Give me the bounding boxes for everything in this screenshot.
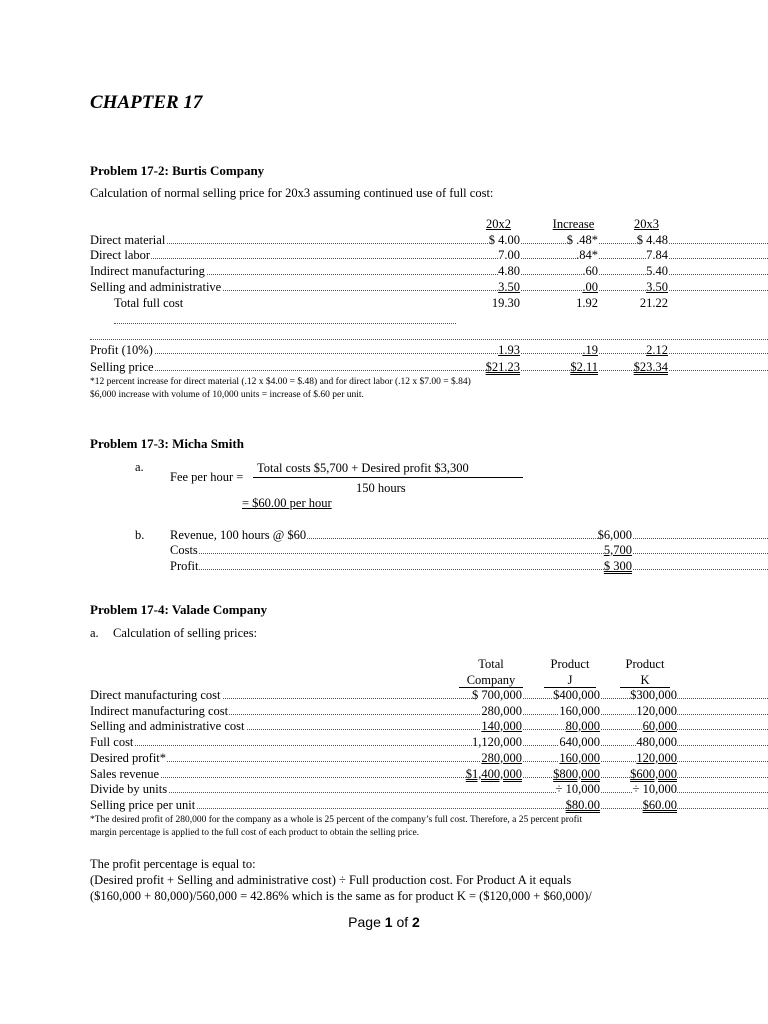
row-value: $6,000 bbox=[597, 528, 632, 542]
value-20x2: 1.93 bbox=[498, 343, 520, 357]
chapter-title: CHAPTER 17 bbox=[90, 92, 203, 113]
p2-header-increase: Increase bbox=[552, 217, 595, 231]
value-20x2: 3.50 bbox=[498, 280, 520, 294]
value-20x2: 7.00 bbox=[498, 248, 520, 262]
problem-17-2-intro: Calculation of normal selling price for 20x3 assuming continued use of full cost: bbox=[90, 186, 494, 200]
row-label: Direct material bbox=[90, 233, 166, 247]
problem-17-4-title: Problem 17-4: Valade Company bbox=[90, 602, 268, 617]
row-label: Direct manufacturing cost bbox=[90, 688, 221, 702]
value-product-k: 60,000 bbox=[642, 719, 677, 733]
value-20x3: $23.34 bbox=[633, 360, 668, 374]
value-total: 280,000 bbox=[481, 704, 522, 718]
value-increase: .60 bbox=[582, 264, 598, 278]
dotted-leader bbox=[114, 323, 456, 324]
p4-row-selling-admin bbox=[90, 719, 768, 734]
value-product-k: $600,000 bbox=[630, 767, 677, 781]
p4-paragraph-line-1: The profit percentage is equal to: bbox=[90, 857, 256, 871]
p2-row-direct-labor bbox=[90, 248, 768, 263]
value-increase: .19 bbox=[582, 343, 598, 357]
p2-row-profit bbox=[90, 343, 768, 358]
value-total: 1,120,000 bbox=[472, 735, 522, 749]
value-20x2: $ 4.00 bbox=[488, 233, 520, 247]
page-of: of bbox=[392, 914, 413, 930]
fee-per-hour-label: Fee per hour = bbox=[170, 470, 244, 484]
p2-footnote-2: $6,000 increase with volume of 10,000 units = increase of $.60 per unit. bbox=[90, 390, 364, 400]
fee-result: = $60.00 per hour bbox=[242, 496, 332, 510]
p2-row-direct-material bbox=[90, 233, 768, 248]
p4-row-indirect-manufacturing bbox=[90, 704, 768, 719]
value-20x3: 3.50 bbox=[646, 280, 668, 294]
value-product-j: 160,000 bbox=[559, 704, 600, 718]
p4-row-direct-manufacturing bbox=[90, 688, 768, 703]
row-label: Sales revenue bbox=[90, 767, 160, 781]
row-value: 5,700 bbox=[603, 543, 632, 557]
value-total: $1,400,000 bbox=[465, 767, 522, 781]
p4-header-total: Total bbox=[478, 657, 504, 671]
row-label: Profit (10%) bbox=[90, 343, 153, 357]
value-total: 280,000 bbox=[481, 751, 522, 765]
dotted-leader bbox=[90, 339, 768, 340]
value-20x2: 19.30 bbox=[491, 296, 520, 310]
row-label: Indirect manufacturing cost bbox=[90, 704, 229, 718]
value-total: $ 700,000 bbox=[472, 688, 522, 702]
p4-header-company: Company bbox=[459, 673, 523, 688]
value-20x2: $21.23 bbox=[485, 360, 520, 374]
value-product-k: 120,000 bbox=[636, 751, 677, 765]
value-increase: $ .48* bbox=[566, 233, 598, 247]
item-a-text: Calculation of selling prices: bbox=[113, 626, 258, 640]
p4-paragraph-line-2: (Desired profit + Selling and administrative cost) ÷ Full production cost. For Product A it equals bbox=[90, 873, 572, 887]
value-total: 140,000 bbox=[481, 719, 522, 733]
row-value: $ 300 bbox=[603, 559, 632, 573]
value-product-k: 120,000 bbox=[636, 704, 677, 718]
p4-footnote-2: margin percentage is applied to the full cost of each product to obtain the selling price. bbox=[90, 828, 420, 838]
p2-row-selling-price bbox=[90, 360, 768, 375]
value-product-j: $400,000 bbox=[553, 688, 600, 702]
fraction-bar bbox=[253, 477, 523, 478]
row-label: Direct labor bbox=[90, 248, 151, 262]
row-label: Selling price per unit bbox=[90, 798, 196, 812]
p4-paragraph-line-3: ($160,000 + 80,000)/560,000 = 42.86% which is the same as for product K = ($120,000 + $60,000)/ bbox=[90, 889, 592, 903]
p3-row-revenue bbox=[170, 528, 768, 543]
value-product-k: ÷ 10,000 bbox=[632, 782, 677, 796]
row-label: Full cost bbox=[90, 735, 134, 749]
p4-header-product: Product bbox=[625, 657, 665, 671]
value-20x3: 21.22 bbox=[639, 296, 668, 310]
value-product-j: ÷ 10,000 bbox=[555, 782, 600, 796]
problem-17-2-title: Problem 17-2: Burtis Company bbox=[90, 163, 265, 178]
p4-header-k: K bbox=[620, 673, 670, 688]
row-label: Total full cost bbox=[114, 296, 184, 310]
p2-header-20x3: 20x3 bbox=[634, 217, 659, 231]
row-label: Selling and administrative bbox=[90, 280, 222, 294]
value-product-j: 160,000 bbox=[559, 751, 600, 765]
value-product-j: $80.00 bbox=[565, 798, 600, 812]
p2-row-indirect-manufacturing bbox=[90, 264, 768, 279]
row-label: Divide by units bbox=[90, 782, 168, 796]
value-20x3: 2.12 bbox=[646, 343, 668, 357]
value-product-j: 80,000 bbox=[565, 719, 600, 733]
p3-row-costs bbox=[170, 543, 768, 558]
p2-row-total-full-cost bbox=[90, 296, 768, 311]
value-20x3: $ 4.48 bbox=[636, 233, 668, 247]
p3-row-profit bbox=[170, 559, 768, 574]
value-product-j: $800,000 bbox=[553, 767, 600, 781]
fee-denominator: 150 hours bbox=[356, 481, 406, 495]
p2-footnote-1: *12 percent increase for direct material (.12 x $4.00 = $.48) and for direct labor (.12 x $7.00 = $.84) bbox=[90, 377, 471, 387]
value-20x3: 7.84 bbox=[646, 248, 668, 262]
problem-17-3-title: Problem 17-3: Micha Smith bbox=[90, 436, 244, 451]
row-label: Costs bbox=[170, 543, 198, 557]
item-a-label: a. bbox=[135, 460, 144, 474]
p4-row-sales-revenue bbox=[90, 767, 768, 782]
row-label: Profit bbox=[170, 559, 199, 573]
value-product-k: $300,000 bbox=[630, 688, 677, 702]
value-20x3: 5.40 bbox=[646, 264, 668, 278]
row-label: Indirect manufacturing bbox=[90, 264, 205, 278]
p2-header-20x2: 20x2 bbox=[486, 217, 511, 231]
p4-row-divide-by-units bbox=[90, 782, 768, 797]
value-increase: .00 bbox=[582, 280, 598, 294]
page-prefix: Page bbox=[348, 914, 385, 930]
p4-row-selling-price-per-unit bbox=[90, 798, 768, 813]
fee-numerator: Total costs $5,700 + Desired profit $3,300 bbox=[257, 461, 469, 475]
value-20x2: 4.80 bbox=[498, 264, 520, 278]
value-increase: .84* bbox=[576, 248, 598, 262]
p4-row-full-cost bbox=[90, 735, 768, 750]
value-increase: 1.92 bbox=[576, 296, 598, 310]
value-product-k: $60.00 bbox=[642, 798, 677, 812]
p4-header-j: J bbox=[544, 673, 596, 688]
p2-row-selling-admin bbox=[90, 280, 768, 295]
row-label: Selling price bbox=[90, 360, 154, 374]
item-a-label: a. bbox=[90, 626, 99, 640]
value-product-j: 640,000 bbox=[559, 735, 600, 749]
value-product-k: 480,000 bbox=[636, 735, 677, 749]
row-label: Selling and administrative cost bbox=[90, 719, 245, 733]
row-label: Desired profit* bbox=[90, 751, 167, 765]
row-label: Revenue, 100 hours @ $60 bbox=[170, 528, 307, 542]
total-pages: 2 bbox=[412, 914, 420, 930]
item-b-label: b. bbox=[135, 528, 145, 542]
current-page-number: 1 bbox=[384, 914, 393, 930]
p4-header-product: Product bbox=[550, 657, 590, 671]
page-indicator bbox=[0, 914, 768, 930]
p4-row-desired-profit bbox=[90, 751, 768, 766]
value-increase: $2.11 bbox=[570, 360, 598, 374]
p4-footnote-1: *The desired profit of 280,000 for the company as a whole is 25 percent of the company’s full cost. Therefore, a 25 percent profit bbox=[90, 815, 583, 825]
